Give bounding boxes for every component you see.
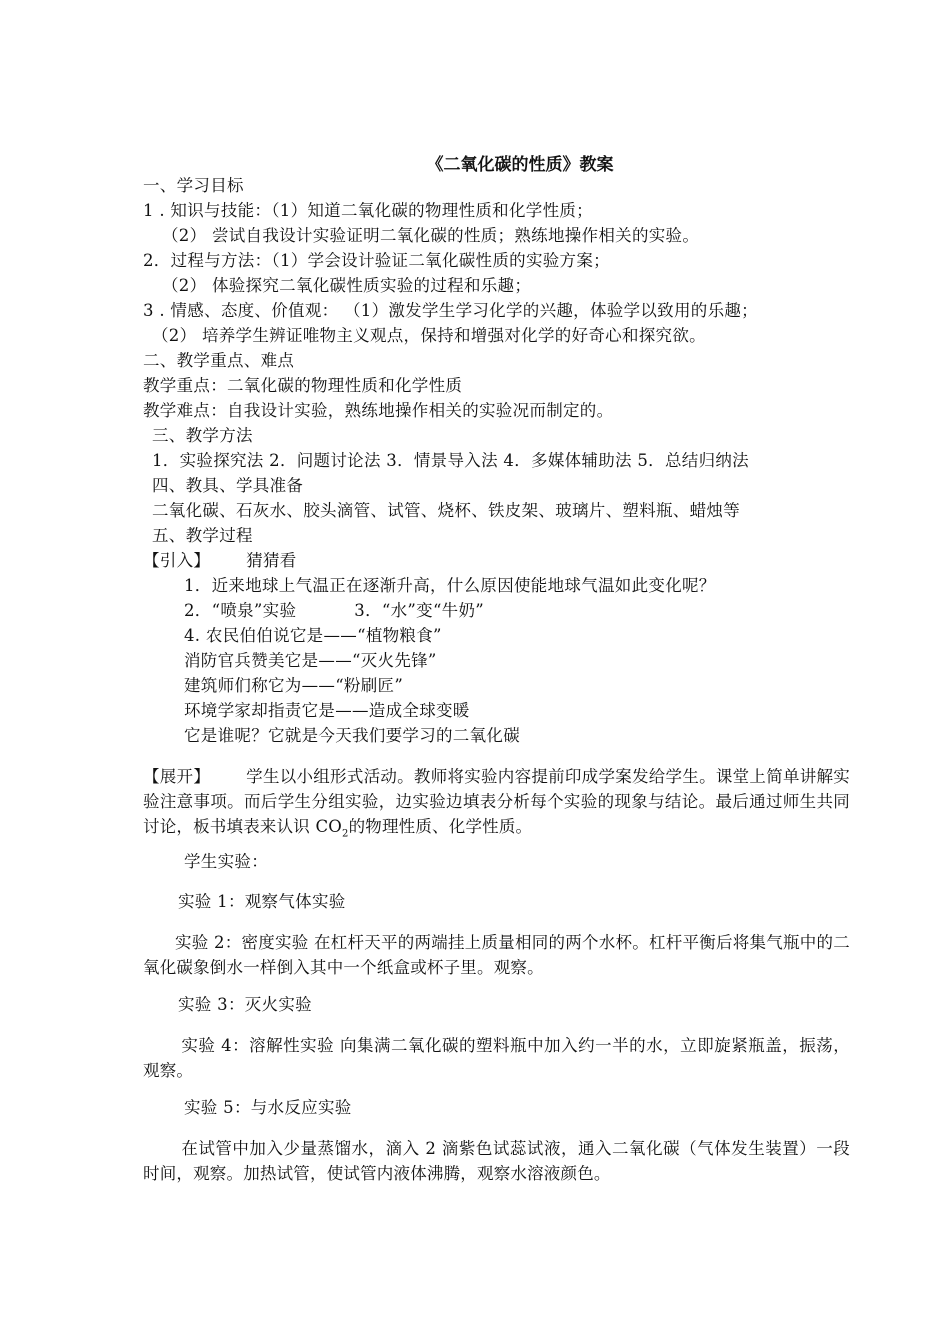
intro-riddle-2: 消防官兵赞美它是——“灭火先锋” [184, 651, 437, 670]
goal-process-line-2: （2） 体验探究二氧化碳性质实验的过程和乐趣； [162, 276, 532, 295]
fountain-experiment: 2．“喷泉”实验 [184, 601, 297, 620]
section-5-heading: 五、教学过程 [152, 526, 253, 545]
expand-label: 【展开】 [143, 767, 211, 786]
experiment-3: 实验 3：灭火实验 [178, 995, 312, 1014]
intro-riddle-4: 环境学家却指责它是——造成全球变暖 [184, 701, 470, 720]
section-2-heading: 二、教学重点、难点 [143, 351, 295, 370]
intro-riddle-1: 4. 农民伯伯说它是——“植物粮食” [184, 626, 442, 645]
intro-answer: 它是谁呢？它就是今天我们要学习的二氧化碳 [184, 726, 520, 745]
section-3-heading: 三、教学方法 [152, 426, 253, 445]
section-4-heading: 四、教具、学具准备 [152, 476, 304, 495]
intro-question-2 [184, 599, 484, 623]
expand-text-end: 的物理性质、化学性质。 [348, 817, 533, 836]
intro-text: 猜猜看 [246, 551, 297, 570]
goal-knowledge-line: 1 . 知识与技能：（1）知道二氧化碳的物理性质和化学性质； [143, 201, 593, 220]
expand-text: 学生以小组形式活动。教师将实验内容提前印成学案发给学生。课堂上简单讲解实验注意事项。而后学生分组实验，边实验边填表分析每个实验的现象与结论。最后通过师生共同讨论，板书填表来认识 CO [143, 767, 850, 836]
goal-knowledge-line-2: （2） 尝试自我设计实验证明二氧化碳的性质；熟练地操作相关的实验。 [162, 226, 700, 245]
co2-subscript: 2 [342, 828, 349, 840]
water-to-milk: 3．“水”变“牛奶” [354, 601, 485, 620]
page-title: 《二氧化碳的性质》教案 [426, 155, 614, 175]
intro-question-1: 1．近来地球上气温正在逐渐升高，什么原因使能地球气温如此变化呢？ [184, 576, 716, 595]
goal-emotion-line-2: （2） 培养学生辨证唯物主义观点，保持和增强对化学的好奇心和探究欲。 [152, 326, 706, 345]
experiment-5: 实验 5：与水反应实验 [184, 1098, 352, 1117]
teaching-methods: 1．实验探究法 2．问题讨论法 3．情景导入法 4．多媒体辅助法 5．总结归纳法 [152, 451, 749, 470]
expand-paragraph [143, 764, 850, 846]
goal-emotion-line: 3 . 情感、态度、价值观： （1）激发学生学习化学的兴趣，体验学以致用的乐趣； [143, 301, 758, 320]
goal-process-line: 2．过程与方法：（1）学会设计验证二氧化碳性质的实验方案； [143, 251, 610, 270]
section-1-heading: 一、学习目标 [143, 176, 244, 195]
intro-riddle-3: 建筑师们称它为——“粉刷匠” [184, 676, 404, 695]
experiment-4: 实验 4：溶解性实验 向集满二氧化碳的塑料瓶中加入约一半的水，立即旋紧瓶盖，振荡，观察。 [143, 1036, 850, 1080]
teaching-focus: 教学重点：二氧化碳的物理性质和化学性质 [143, 376, 463, 395]
intro-label: 【引入】 [143, 551, 211, 570]
experiment-1: 实验 1：观察气体实验 [178, 892, 346, 911]
experiment-5-procedure: 在试管中加入少量蒸馏水，滴入 2 滴紫色试蕊试液，通入二氧化碳（气体发生装置）一段时间，观察。加热试管，使试管内液体沸腾，观察水溶液颜色。 [143, 1139, 850, 1183]
teaching-difficulty: 教学难点：自我设计实验，熟练地操作相关的实验况而制定的。 [143, 401, 614, 420]
intro-line [143, 549, 297, 573]
experiment-2: 实验 2：密度实验 在杠杆天平的两端挂上质量相同的两个水杯。杠杆平衡后将集气瓶中的二氧化碳象倒水一样倒入其中一个纸盒或杯子里。观察。 [143, 933, 850, 977]
student-experiments-heading: 学生实验： [184, 852, 268, 871]
materials-list: 二氧化碳、石灰水、胶头滴管、试管、烧杯、铁皮架、玻璃片、塑料瓶、蜡烛等 [152, 501, 740, 520]
